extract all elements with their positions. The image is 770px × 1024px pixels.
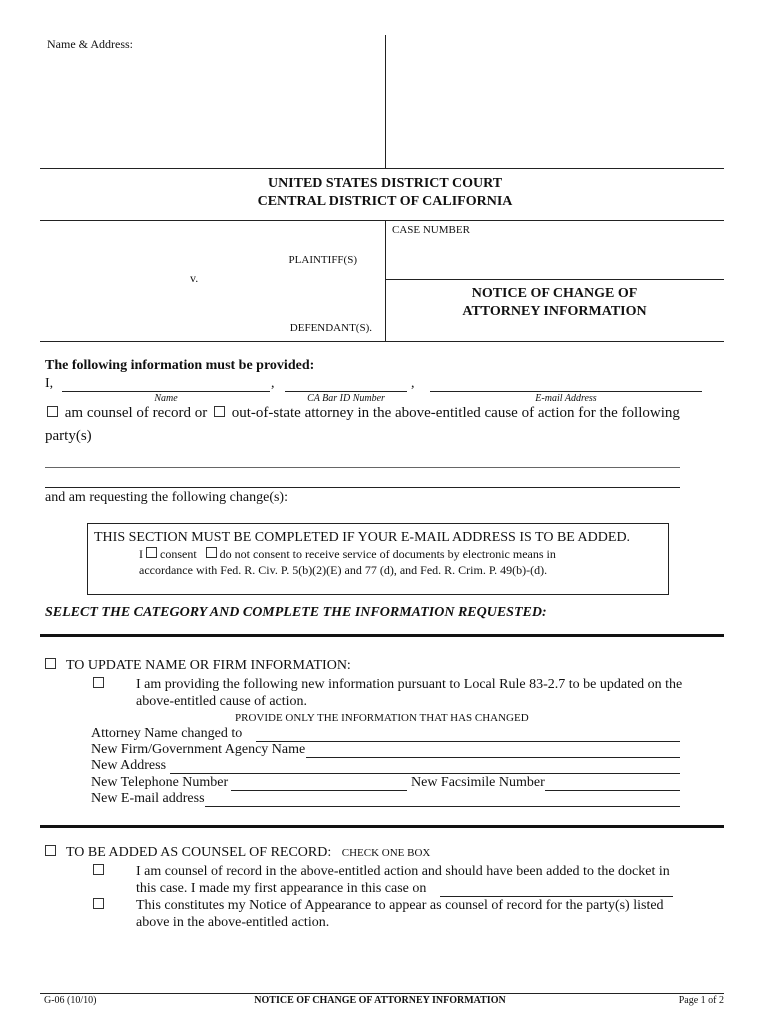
divider — [40, 220, 724, 221]
defendant-label: DEFENDANT(S). — [289, 322, 372, 334]
out-of-state-checkbox[interactable] — [214, 406, 225, 417]
doc-title-line1: NOTICE OF CHANGE OF — [471, 286, 638, 301]
attorney-name-label: Attorney Name changed to — [91, 726, 243, 741]
opt2-line1: This constitutes my Notice of Appearance to appear as counsel of record for the party(s) listed — [136, 898, 664, 913]
fax-label: New Facsimile Number — [411, 775, 545, 790]
address-label: New Address — [91, 758, 167, 773]
firm-name-label: New Firm/Government Agency Name — [91, 742, 306, 757]
case-number-label: CASE NUMBER — [392, 224, 470, 236]
bar-caption: CA Bar ID Number — [307, 393, 385, 404]
form-page: Name & Address: UNITED STATES DISTRICT COURT CENTRAL DISTRICT OF CALIFORNIA CASE NUMBER PLAINTIFF(S) v. NOTICE OF CHANGE OF ATTORNEY INFORMATION DEFENDANT(S). The following information must be provided: I, , , Name CA Bar ID Number E-mail Address am counsel of record or out-of-state attorney in the above-entitled cause of action for the following party(s) and am requesting the following change(s): THIS SECTION MUST BE COMPLETED IF YOUR E-MAIL ADDRESS IS TO BE ADDED. I consent do not consent to receive service of documents by electronic means in accordance with Fed. R. Civ. P. 5(b)(2)(E) and 77 (d), and Fed. R. Crim. P. 49(b)-(d). SELECT THE CATEGORY AND COMPLETE THE INFORMATION REQUESTED: TO UPDATE NAME OR FIRM INFORMATION: I am providing the following new information pursuant to Local Rule 83-2.7 to be updated on the above-entitled cause of action. PROVIDE ONLY THE INFORMATION THAT HAS CHANGED Attorney Name changed to New Firm/Government Agency Name New Address New Telephone Number New Facsimile Number New E-mail address TO BE ADDED AS COUNSEL OF RECORD: CHECK ONE BOX I am counsel of record in the above-entitled action and should have been added to the docket in this case. I made my first appearance in this case on This constitutes my Notice of Appearance to appear as counsel of record for the party(s) listed above in the above-entitled action. G-06 (10/10) NOTICE OF CHANGE OF ATTORNEY INFORMATION Page 1 of 2 — [0, 0, 770, 1024]
address-field[interactable] — [170, 759, 680, 774]
divider — [40, 993, 724, 994]
opt1-line2: this case. I made my first appearance in this case on — [136, 881, 427, 896]
i-label: I — [139, 547, 143, 561]
added-counsel-checkbox[interactable] — [45, 845, 56, 856]
check-one-label: CHECK ONE BOX — [341, 847, 431, 859]
name-address-label: Name & Address: — [47, 37, 133, 51]
divider — [385, 220, 386, 341]
counsel-of-record-checkbox[interactable] — [47, 406, 58, 417]
info-heading: The following information must be provided: — [45, 358, 315, 373]
court-name-line2: CENTRAL DISTRICT OF CALIFORNIA — [257, 194, 513, 209]
not-consent-checkbox[interactable] — [206, 547, 217, 558]
first-appearance-date-field[interactable] — [440, 882, 673, 897]
name-field[interactable] — [62, 377, 270, 392]
party-field-2[interactable] — [45, 473, 680, 488]
court-name-line1: UNITED STATES DISTRICT COURT — [267, 176, 503, 191]
page-number: Page 1 of 2 — [678, 995, 724, 1006]
name-caption: Name — [154, 393, 178, 404]
opt2-checkbox[interactable] — [93, 898, 104, 909]
consent-checkbox[interactable] — [146, 547, 157, 558]
email-box-line2: accordance with Fed. R. Civ. P. 5(b)(2)(E) and 77 (d), and Fed. R. Crim. P. 49(b)-(d). — [139, 563, 548, 577]
update-line1: I am providing the following new information pursuant to Local Rule 83-2.7 to be updated on the — [136, 677, 683, 692]
versus-label: v. — [190, 271, 199, 285]
email-change-label: New E-mail address — [91, 791, 205, 806]
footer-title: NOTICE OF CHANGE OF ATTORNEY INFORMATION — [254, 995, 506, 1006]
attorney-name-field[interactable] — [256, 727, 680, 742]
party-field-1[interactable] — [45, 453, 680, 468]
form-id: G-06 (10/10) — [44, 995, 97, 1006]
counsel-text: am counsel of record or — [64, 405, 208, 421]
email-field[interactable] — [430, 377, 702, 392]
email-box-heading: THIS SECTION MUST BE COMPLETED IF YOUR E-MAIL ADDRESS IS TO BE ADDED. — [94, 530, 631, 545]
opt1-line1: I am counsel of record in the above-entitled action and should have been added to the docket in — [136, 864, 670, 879]
divider — [385, 279, 724, 280]
added-title: TO BE ADDED AS COUNSEL OF RECORD: — [66, 845, 332, 860]
i-label: I, — [45, 376, 54, 391]
divider — [40, 825, 724, 828]
telephone-field[interactable] — [231, 776, 407, 791]
update-name-checkbox[interactable] — [45, 658, 56, 669]
not-consent-label: do not consent to receive service of documents by electronic means in — [219, 547, 556, 561]
doc-title-line2: ATTORNEY INFORMATION — [462, 304, 647, 319]
select-heading: SELECT THE CATEGORY AND COMPLETE THE INFORMATION REQUESTED: — [45, 605, 547, 620]
email-change-field[interactable] — [205, 792, 680, 807]
consent-label: consent — [160, 547, 197, 561]
plaintiff-label: PLAINTIFF(S) — [288, 254, 357, 266]
telephone-label: New Telephone Number — [91, 775, 229, 790]
bar-id-field[interactable] — [285, 377, 407, 392]
divider — [40, 634, 724, 637]
firm-name-field[interactable] — [306, 743, 680, 758]
divider — [40, 168, 724, 169]
update-title: TO UPDATE NAME OR FIRM INFORMATION: — [66, 658, 351, 673]
update-line2: above-entitled cause of action. — [136, 694, 308, 709]
oos-text: out-of-state attorney in the above-entitled cause of action for the following — [231, 405, 680, 421]
requesting-text: and am requesting the following change(s): — [45, 490, 288, 505]
divider — [40, 341, 724, 342]
email-caption: E-mail Address — [535, 393, 597, 404]
divider — [385, 35, 386, 168]
opt2-line2: above in the above-entitled action. — [136, 915, 330, 930]
provide-only-label: PROVIDE ONLY THE INFORMATION THAT HAS CHANGED — [235, 712, 529, 724]
update-providing-checkbox[interactable] — [93, 677, 104, 688]
party-label: party(s) — [45, 428, 92, 444]
fax-field[interactable] — [545, 776, 680, 791]
opt1-checkbox[interactable] — [93, 864, 104, 875]
